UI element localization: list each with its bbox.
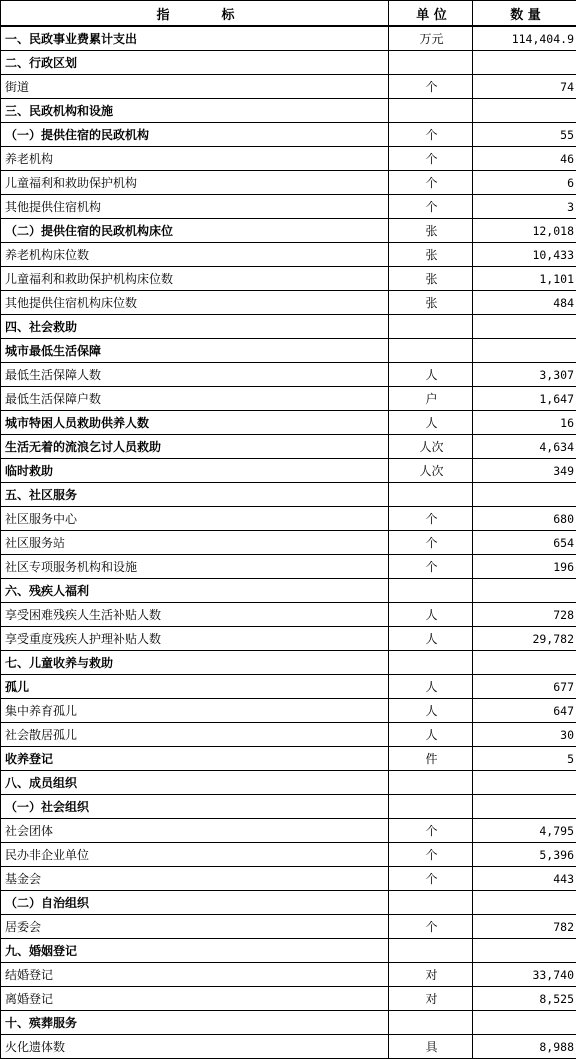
- unit-cell: 户: [389, 387, 473, 411]
- unit-cell: 人: [389, 627, 473, 651]
- quantity-cell: 654: [473, 531, 576, 555]
- indicator-cell: 集中养育孤儿: [1, 699, 389, 723]
- indicator-cell: 火化遗体数: [1, 1035, 389, 1059]
- unit-cell: 人: [389, 675, 473, 699]
- unit-cell: 个: [389, 843, 473, 867]
- indicator-cell: 十、殡葬服务: [1, 1011, 389, 1035]
- unit-cell: [389, 51, 473, 75]
- indicator-cell: 孤儿: [1, 675, 389, 699]
- quantity-cell: 1,101: [473, 267, 576, 291]
- unit-cell: [389, 651, 473, 675]
- table-row: [1, 1035, 576, 1059]
- unit-cell: 个: [389, 507, 473, 531]
- indicator-cell: 基金会: [1, 867, 389, 891]
- unit-cell: 具: [389, 1035, 473, 1059]
- table-row: [1, 123, 576, 147]
- quantity-cell: 4,795: [473, 819, 576, 843]
- quantity-cell: 114,404.9: [473, 26, 576, 51]
- table-row: [1, 627, 576, 651]
- unit-cell: 个: [389, 171, 473, 195]
- indicator-cell: 居委会: [1, 915, 389, 939]
- table-row: [1, 651, 576, 675]
- quantity-cell: 4,634: [473, 435, 576, 459]
- table-row: [1, 291, 576, 315]
- indicator-cell: 三、民政机构和设施: [1, 99, 389, 123]
- quantity-cell: 29,782: [473, 627, 576, 651]
- table-row: [1, 867, 576, 891]
- quantity-cell: [473, 483, 576, 507]
- unit-cell: 人次: [389, 435, 473, 459]
- quantity-cell: [473, 339, 576, 363]
- indicator-cell: 最低生活保障户数: [1, 387, 389, 411]
- unit-cell: 个: [389, 147, 473, 171]
- indicator-cell: 最低生活保障人数: [1, 363, 389, 387]
- indicator-cell: 九、婚姻登记: [1, 939, 389, 963]
- indicator-cell: 享受重度残疾人护理补贴人数: [1, 627, 389, 651]
- table-row: [1, 435, 576, 459]
- header-indicator: 指 标: [1, 1, 389, 27]
- indicator-cell: 六、残疾人福利: [1, 579, 389, 603]
- indicator-cell: 结婚登记: [1, 963, 389, 987]
- unit-cell: [389, 795, 473, 819]
- unit-cell: 张: [389, 291, 473, 315]
- quantity-cell: 1,647: [473, 387, 576, 411]
- unit-cell: 张: [389, 243, 473, 267]
- quantity-cell: 46: [473, 147, 576, 171]
- quantity-cell: 3: [473, 195, 576, 219]
- indicator-cell: 社会团体: [1, 819, 389, 843]
- quantity-cell: 196: [473, 555, 576, 579]
- indicator-cell: 收养登记: [1, 747, 389, 771]
- unit-cell: 人: [389, 411, 473, 435]
- unit-cell: 张: [389, 267, 473, 291]
- quantity-cell: 6: [473, 171, 576, 195]
- quantity-cell: 8,525: [473, 987, 576, 1011]
- table-row: [1, 411, 576, 435]
- unit-cell: 人: [389, 603, 473, 627]
- quantity-cell: [473, 99, 576, 123]
- table-row: [1, 915, 576, 939]
- indicator-cell: 社区专项服务机构和设施: [1, 555, 389, 579]
- quantity-cell: 3,307: [473, 363, 576, 387]
- table-row: [1, 147, 576, 171]
- quantity-cell: 728: [473, 603, 576, 627]
- table-row: [1, 675, 576, 699]
- table-row: [1, 963, 576, 987]
- quantity-cell: 782: [473, 915, 576, 939]
- table-row: [1, 531, 576, 555]
- unit-cell: 个: [389, 867, 473, 891]
- indicator-cell: 城市特困人员救助供养人数: [1, 411, 389, 435]
- header-quantity: 数 量: [473, 1, 576, 27]
- table-row: [1, 507, 576, 531]
- unit-cell: [389, 315, 473, 339]
- unit-cell: [389, 771, 473, 795]
- quantity-cell: 30: [473, 723, 576, 747]
- indicator-cell: 五、社区服务: [1, 483, 389, 507]
- quantity-cell: [473, 51, 576, 75]
- unit-cell: 人: [389, 363, 473, 387]
- unit-cell: 件: [389, 747, 473, 771]
- table-row: [1, 1011, 576, 1035]
- table-row: [1, 171, 576, 195]
- indicator-cell: 城市最低生活保障: [1, 339, 389, 363]
- indicator-cell: 社会散居孤儿: [1, 723, 389, 747]
- unit-cell: [389, 1011, 473, 1035]
- quantity-cell: 5: [473, 747, 576, 771]
- table-row: [1, 795, 576, 819]
- quantity-cell: 8,988: [473, 1035, 576, 1059]
- table-row: [1, 75, 576, 99]
- indicator-cell: 离婚登记: [1, 987, 389, 1011]
- table-row: [1, 387, 576, 411]
- quantity-cell: 33,740: [473, 963, 576, 987]
- table-body: [1, 26, 576, 1059]
- quantity-cell: 443: [473, 867, 576, 891]
- unit-cell: 个: [389, 123, 473, 147]
- quantity-cell: 74: [473, 75, 576, 99]
- header-unit: 单 位: [389, 1, 473, 27]
- quantity-cell: [473, 771, 576, 795]
- unit-cell: [389, 579, 473, 603]
- table-row: [1, 219, 576, 243]
- indicator-cell: 享受困难残疾人生活补贴人数: [1, 603, 389, 627]
- indicator-cell: （二）提供住宿的民政机构床位: [1, 219, 389, 243]
- quantity-cell: 349: [473, 459, 576, 483]
- table-row: [1, 699, 576, 723]
- unit-cell: 对: [389, 987, 473, 1011]
- unit-cell: 人: [389, 699, 473, 723]
- unit-cell: [389, 339, 473, 363]
- quantity-cell: 484: [473, 291, 576, 315]
- quantity-cell: [473, 651, 576, 675]
- unit-cell: [389, 891, 473, 915]
- indicator-cell: 四、社会救助: [1, 315, 389, 339]
- quantity-cell: [473, 315, 576, 339]
- indicator-cell: （一）社会组织: [1, 795, 389, 819]
- indicator-cell: 儿童福利和救助保护机构床位数: [1, 267, 389, 291]
- quantity-cell: 55: [473, 123, 576, 147]
- table-row: [1, 26, 576, 51]
- indicator-cell: 八、成员组织: [1, 771, 389, 795]
- unit-cell: 人次: [389, 459, 473, 483]
- unit-cell: 万元: [389, 26, 473, 51]
- indicator-cell: 民办非企业单位: [1, 843, 389, 867]
- indicator-cell: 二、行政区划: [1, 51, 389, 75]
- unit-cell: 个: [389, 531, 473, 555]
- indicator-cell: 临时救助: [1, 459, 389, 483]
- indicator-cell: 养老机构: [1, 147, 389, 171]
- quantity-cell: 12,018: [473, 219, 576, 243]
- unit-cell: [389, 483, 473, 507]
- quantity-cell: 680: [473, 507, 576, 531]
- table-row: [1, 987, 576, 1011]
- table-row: [1, 891, 576, 915]
- quantity-cell: 16: [473, 411, 576, 435]
- unit-cell: 人: [389, 723, 473, 747]
- unit-cell: [389, 939, 473, 963]
- quantity-cell: 647: [473, 699, 576, 723]
- indicator-cell: （一）提供住宿的民政机构: [1, 123, 389, 147]
- table-row: [1, 939, 576, 963]
- quantity-cell: [473, 891, 576, 915]
- indicator-cell: 其他提供住宿机构: [1, 195, 389, 219]
- indicator-cell: （二）自治组织: [1, 891, 389, 915]
- indicator-cell: 其他提供住宿机构床位数: [1, 291, 389, 315]
- indicator-cell: 社区服务站: [1, 531, 389, 555]
- quantity-cell: [473, 1011, 576, 1035]
- quantity-cell: [473, 939, 576, 963]
- table-row: [1, 747, 576, 771]
- table-row: [1, 771, 576, 795]
- unit-cell: 个: [389, 195, 473, 219]
- table-row: [1, 315, 576, 339]
- table-row: [1, 267, 576, 291]
- indicator-cell: 儿童福利和救助保护机构: [1, 171, 389, 195]
- quantity-cell: 677: [473, 675, 576, 699]
- quantity-cell: 10,433: [473, 243, 576, 267]
- table-row: [1, 51, 576, 75]
- unit-cell: 个: [389, 75, 473, 99]
- table-row: [1, 363, 576, 387]
- unit-cell: 对: [389, 963, 473, 987]
- table-row: [1, 195, 576, 219]
- table-header-row: [1, 1, 576, 27]
- indicator-cell: 养老机构床位数: [1, 243, 389, 267]
- unit-cell: 个: [389, 915, 473, 939]
- indicator-cell: 街道: [1, 75, 389, 99]
- table-row: [1, 819, 576, 843]
- table-row: [1, 243, 576, 267]
- table-row: [1, 723, 576, 747]
- table-row: [1, 843, 576, 867]
- indicator-cell: 生活无着的流浪乞讨人员救助: [1, 435, 389, 459]
- table-row: [1, 99, 576, 123]
- table-row: [1, 339, 576, 363]
- unit-cell: [389, 99, 473, 123]
- table-row: [1, 555, 576, 579]
- indicator-cell: 七、儿童收养与救助: [1, 651, 389, 675]
- unit-cell: 个: [389, 555, 473, 579]
- quantity-cell: 5,396: [473, 843, 576, 867]
- table-row: [1, 483, 576, 507]
- table-row: [1, 459, 576, 483]
- quantity-cell: [473, 579, 576, 603]
- indicator-cell: 一、民政事业费累计支出: [1, 26, 389, 51]
- unit-cell: 个: [389, 819, 473, 843]
- indicator-cell: 社区服务中心: [1, 507, 389, 531]
- quantity-cell: [473, 795, 576, 819]
- unit-cell: 张: [389, 219, 473, 243]
- table-row: [1, 579, 576, 603]
- table-row: [1, 603, 576, 627]
